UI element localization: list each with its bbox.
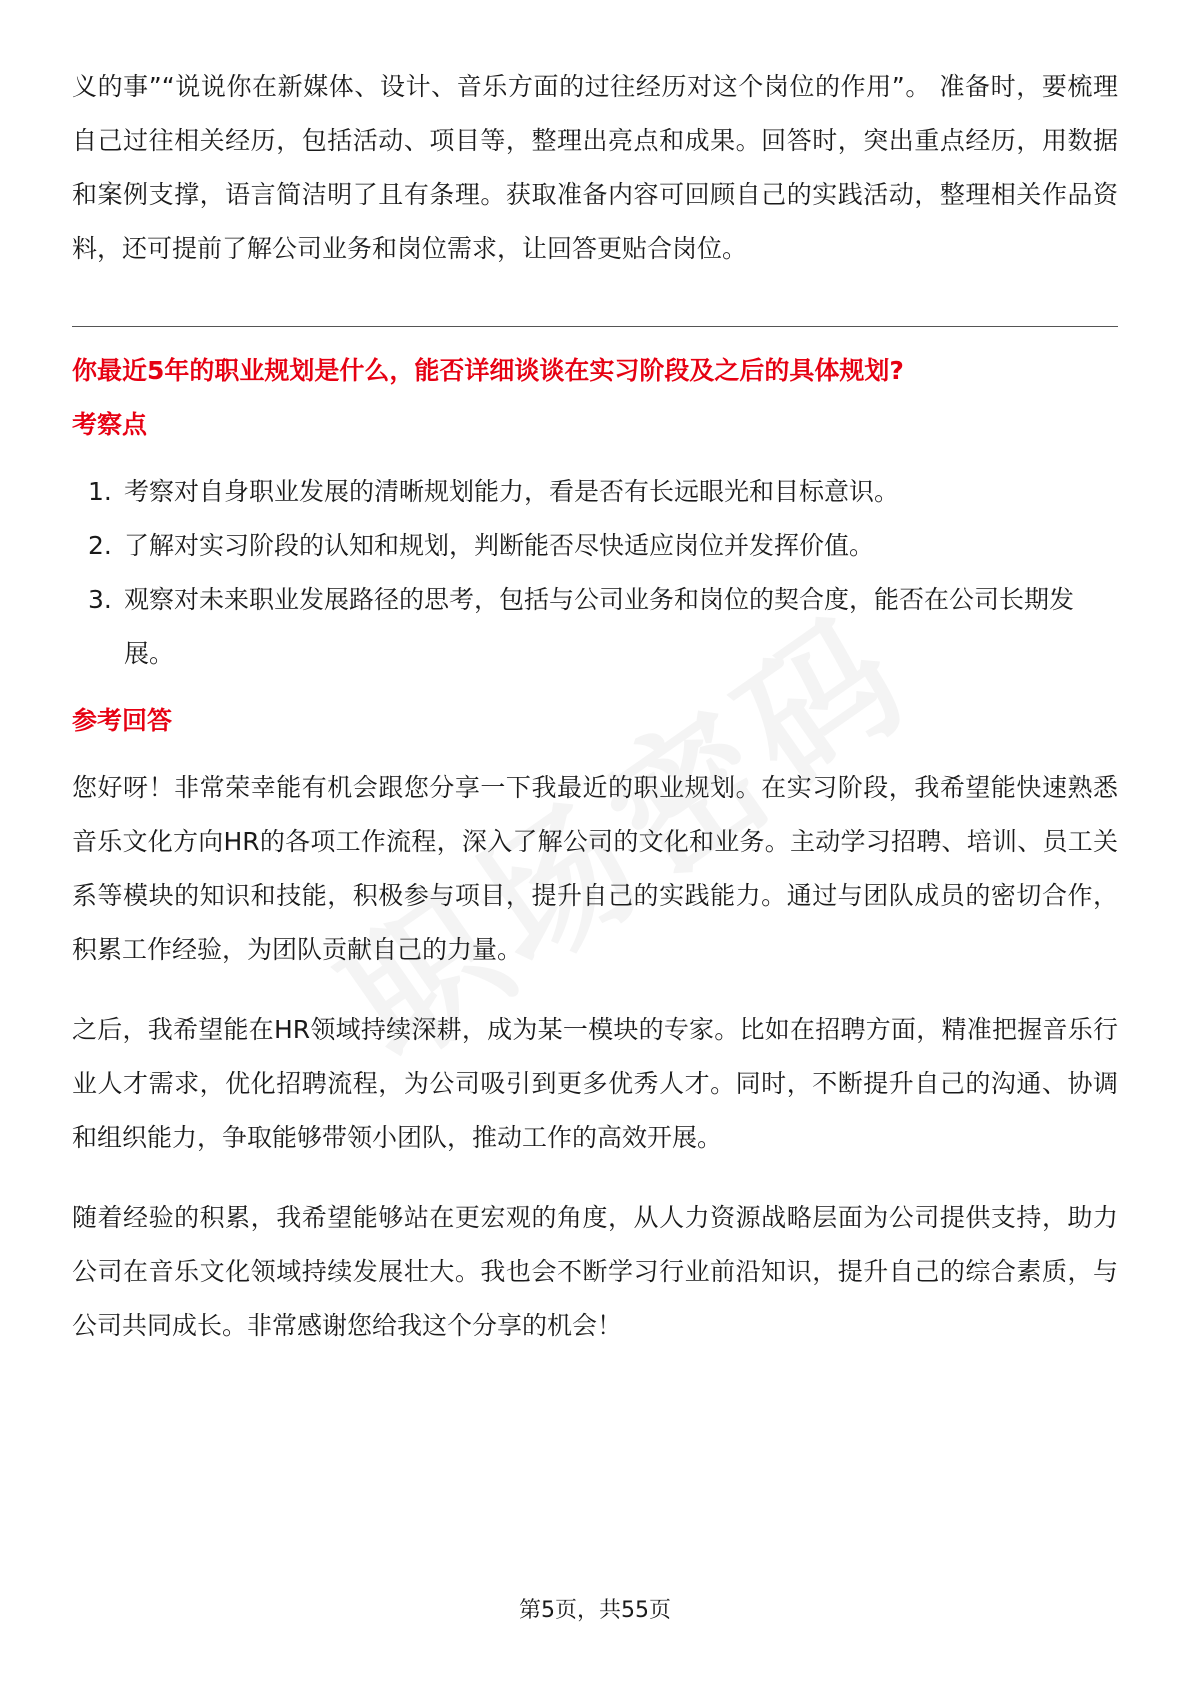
assessment-list — [72, 465, 1118, 681]
section-divider — [72, 326, 1118, 327]
list-item-text: 观察对未来职业发展路径的思考，包括与公司业务和岗位的契合度，能否在公司长期发展。 — [124, 585, 1075, 668]
intro-paragraph: 义的事”“说说你在新媒体、设计、音乐方面的过往经历对这个岗位的作用”。 准备时，要梳理自己过往相关经历，包括活动、项目等，整理出亮点和成果。回答时，突出重点经历，用数据和案例支撑，语言简洁明了且有条理。获取准备内容可回顾自己的实践活动，整理相关作品资料，还可提前了解公司业务和岗位需求，让回答更贴合岗位。 — [72, 72, 1118, 263]
list-item-text: 考察对自身职业发展的清晰规划能力，看是否有长远眼光和目标意识。 — [124, 477, 900, 506]
list-item-number: 2. — [88, 531, 112, 560]
list-item-number: 3. — [88, 585, 112, 614]
document-page — [72, 60, 1118, 1353]
assessment-label: 考察点 — [72, 410, 148, 439]
answer-paragraph: 随着经验的积累，我希望能够站在更宏观的角度，从人力资源战略层面为公司提供支持，助力公司在音乐文化领域持续发展壮大。我也会不断学习行业前沿知识，提升自己的综合素质，与公司共同成长。非常感谢您给我这个分享的机会！ — [72, 1203, 1118, 1340]
page-footer: 第5页，共55页 — [519, 1598, 671, 1623]
list-item — [72, 573, 1118, 681]
answer-paragraph: 之后，我希望能在HR领域持续深耕，成为某一模块的专家。比如在招聘方面，精准把握音乐行业人才需求，优化招聘流程，为公司吸引到更多优秀人才。同时，不断提升自己的沟通、协调和组织能力，争取能够带领小团队，推动工作的高效开展。 — [72, 1015, 1118, 1152]
list-item-number: 1. — [88, 477, 112, 506]
list-item-text: 了解对实习阶段的认知和规划，判断能否尽快适应岗位并发挥价值。 — [124, 531, 875, 560]
list-item — [72, 519, 1118, 573]
answer-paragraph: 您好呀！非常荣幸能有机会跟您分享一下我最近的职业规划。在实习阶段，我希望能快速熟悉音乐文化方向HR的各项工作流程，深入了解公司的文化和业务。主动学习招聘、培训、员工关系等模块的知识和技能，积极参与项目，提升自己的实践能力。通过与团队成员的密切合作，积累工作经验，为团队贡献自己的力量。 — [72, 773, 1118, 964]
answer-body — [72, 761, 1118, 1353]
question-heading: 你最近5年的职业规划是什么，能否详细谈谈在实习阶段及之后的具体规划? — [72, 356, 904, 385]
list-item — [72, 465, 1118, 519]
answer-label: 参考回答 — [72, 706, 173, 735]
